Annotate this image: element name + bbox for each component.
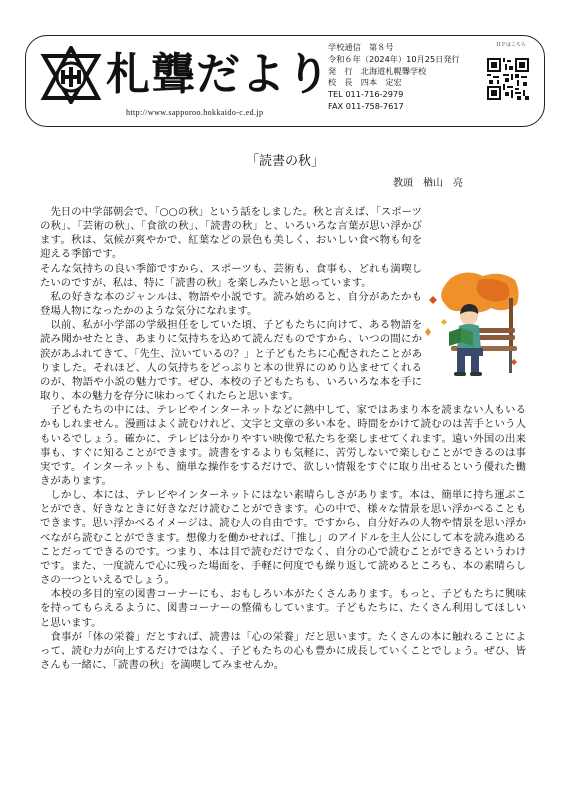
qr-code-icon[interactable] — [487, 58, 529, 100]
article-paragraph: そんな気持ちの良い季節ですから、スポーツも、芸術も、食事も、どれも満喫したいのですが、私は、特に「読書の秋」を楽しみたいと思っています。 — [40, 262, 422, 289]
article-paragraph: 先日の中学部朝会で、「○○の秋」という話をしました。秋と言えば、「スポーツの秋」、「芸術の秋」、「食欲の秋」、「読書の秋」と、いろいろな言葉が思い浮かびます。秋は、気候が爽やかで、紅葉などの景色も美しく、おいしい食べ物も旬を迎える季節です。 — [40, 206, 422, 261]
issue-number: 学校通信 第８号 — [328, 42, 394, 52]
article-title: 「読書の秋」 — [246, 154, 325, 169]
article-paragraph: 食事が「体の栄養」だとすれば、読書は「心の栄養」だと思います。たくさんの本に触れることによって、読む力が向上するだけではなく、子どもたちの心も豊かに成長していくことでしょう。ぜひ、皆さんも一緒に、「読書の秋」を満喫してみませんか。 — [40, 630, 526, 671]
article-paragraph: 私の好きな本のジャンルは、物語や小説です。読み始めると、自分があたかも登場人物になったかのような気分になれます。 — [40, 290, 422, 318]
school-emblem-logo — [40, 46, 102, 104]
illustration-spacer — [422, 261, 526, 391]
issue-info — [328, 42, 460, 113]
school-website-url[interactable]: http://www.sapporoo.hokkaido-c.ed.jp — [126, 108, 264, 117]
newsletter-title: 札聾だより — [106, 49, 331, 100]
issue-date: 令和６年（2024年）10月25日発行 — [328, 53, 460, 64]
article-paragraph: 子どもたちの中には、テレビやインターネットなどに熱中して、家ではあまり本を読まない人もいるかもしれません。漫画はよく読むけれど、文字と文章の多い本を、時間をかけて読むのは苦手という人もいるでしょう。確かに、テレビは分かりやすい映像で私たちを楽しませてくれます。遠い外国の出来事も、すぐに知ることができます。読書をするよりも気軽に、苦労しないで楽しむことができるのは事実です。インターネットも、簡単な操作をするだけで、欲しい情報をすぐに取り出せるという優れた働きがあります。 — [40, 404, 526, 487]
newsletter-masthead — [25, 35, 545, 127]
article-paragraph: 以前、私が小学部の学級担任をしていた頃、子どもたちに向けて、ある物語を読み聞かせたとき、あまりに気持ちを込めて読んだものですから、いつの間にか涙があふれてきて、「先生、泣いているの？」と子どもたちに心配されたことがありました。それほど、人の気持ちをどっぷりと本の世界にのめり込ませてくれるのが、物語や小説の魅力です。ぜひ、本校の子どもたちも、いろいろな本を手に取り、本の魅力を存分に味わってくれたらと思います。 — [40, 319, 422, 403]
qr-caption: ＨＰはこちら — [496, 42, 527, 48]
article-paragraph: しかし、本には、テレビやインターネットにはない素晴らしさがあります。本は、簡単に持ち運ぶことができ、好きなときに好きなだけ読むことができます。心の中で、様々な情景を思い浮かべることもできます。思い浮かべるイメージは、読む人の自由です。ですから、自分好みの人物や情景を思い浮かべながら読むことができます。想像力を働かせれば、「推し」のアイドルを主人公にして本を読み進めることだってできるのです。つまり、本は目で読むだけでなく、自分の心で読むことができるというわけです。また、一度読んで心に残った場面を、手軽に何度でも繰り返して読めるところも、本の素晴らしさの一つといえるでしょう。 — [40, 489, 526, 587]
article-paragraph: 本校の多目的室の図書コーナーにも、おもしろい本がたくさんあります。もっと、子どもたちに興味を持ってもらえるように、図書コーナーの整備もしています。子どもたちに、たくさん利用してほしいと思います。 — [40, 588, 526, 629]
publisher: 発 行 北海道札幌聾学校 — [328, 65, 427, 76]
article-body — [40, 205, 526, 672]
principal: 校 長 四本 定宏 — [328, 77, 402, 88]
article-author: 教頭 楢山 亮 — [393, 178, 463, 189]
telephone: TEL 011-716-2979 — [328, 89, 404, 100]
fax: FAX 011-758-7617 — [328, 100, 404, 111]
